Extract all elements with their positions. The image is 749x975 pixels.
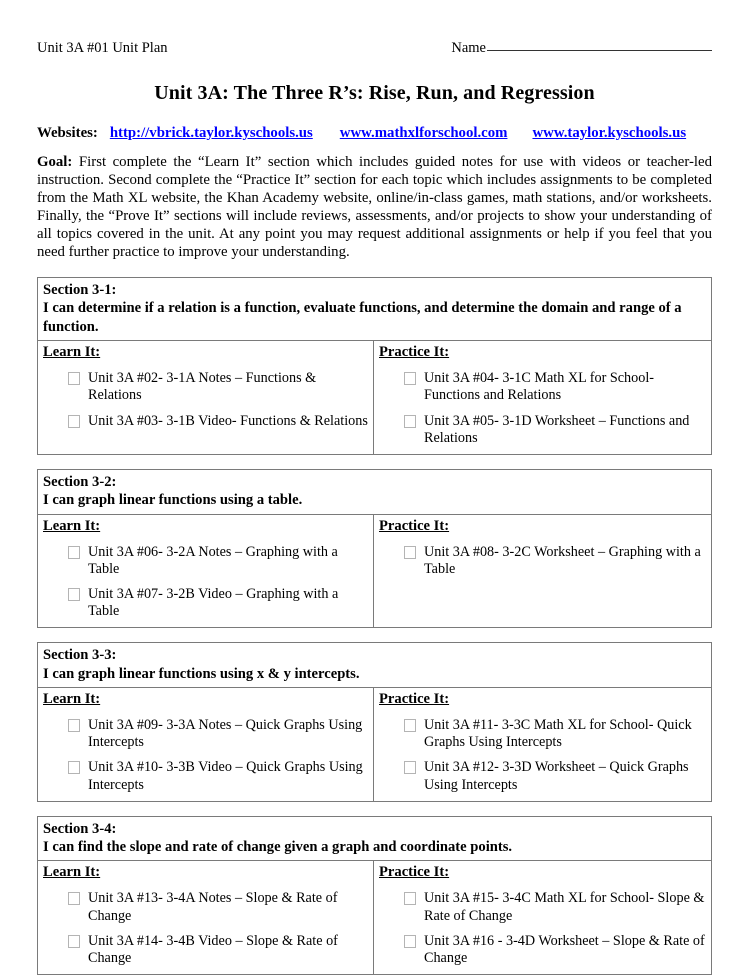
task-item: [379, 890, 707, 924]
section-objective: I can graph linear functions using x & y intercepts.: [43, 665, 360, 682]
learn-it-heading: Learn It:: [43, 344, 101, 361]
task-label: Unit 3A #14- 3-4B Video – Slope & Rate of Change: [88, 932, 338, 966]
task-label: Unit 3A #03- 3-1B Video- Functions & Relations: [88, 412, 368, 429]
learn-it-heading: Learn It:: [43, 864, 101, 881]
task-label: Unit 3A #02- 3-1A Notes – Functions & Relations: [88, 370, 317, 404]
task-item: [43, 413, 368, 430]
section-objective: I can determine if a relation is a function, evaluate functions, and determine the domain and range of a function.: [43, 300, 682, 335]
task-label: Unit 3A #08- 3-2C Worksheet – Graphing with a Table: [424, 543, 701, 577]
task-item: [379, 413, 707, 447]
learn-it-column: [38, 341, 374, 454]
section-header: [38, 278, 711, 341]
learn-it-column: [38, 515, 374, 628]
practice-it-column: [374, 515, 712, 628]
task-label: Unit 3A #16 - 3-4D Worksheet – Slope & Rate of Change: [424, 932, 705, 966]
task-label: Unit 3A #05- 3-1D Worksheet – Functions and Relations: [424, 412, 690, 446]
task-item: [43, 933, 368, 967]
section-objective: I can find the slope and rate of change given a graph and coordinate points.: [43, 839, 513, 856]
task-checkbox[interactable]: [404, 719, 416, 732]
websites-label: Websites:: [37, 125, 98, 141]
section-body: [38, 861, 711, 974]
task-checkbox[interactable]: [404, 415, 416, 428]
task-item: [43, 370, 368, 404]
task-label: Unit 3A #10- 3-3B Video – Quick Graphs Using Intercepts: [88, 759, 363, 793]
task-checkbox[interactable]: [68, 892, 80, 905]
task-item: [43, 544, 368, 578]
practice-it-column: [374, 341, 712, 454]
website-link-mathxl[interactable]: www.mathxlforschool.com: [339, 125, 508, 141]
name-field-label: Name: [451, 40, 486, 56]
section-body: [38, 341, 711, 454]
task-checkbox[interactable]: [404, 892, 416, 905]
section-header: [38, 643, 711, 688]
task-label: Unit 3A #15- 3-4C Math XL for School- Slope & Rate of Change: [424, 890, 705, 924]
task-item: [379, 933, 707, 967]
task-checkbox[interactable]: [404, 546, 416, 559]
task-label: Unit 3A #07- 3-2B Video – Graphing with a Table: [88, 585, 339, 620]
task-checkbox[interactable]: [68, 588, 80, 601]
section-header: [38, 470, 711, 515]
learn-it-heading: Learn It:: [43, 517, 101, 534]
section-block: [37, 277, 712, 455]
name-field-blank-line[interactable]: [487, 49, 712, 51]
task-checkbox[interactable]: [404, 761, 416, 774]
task-checkbox[interactable]: [404, 935, 416, 948]
section-objective: I can graph linear functions using a table.: [43, 492, 303, 509]
practice-it-heading: Practice It:: [379, 864, 450, 881]
task-label: Unit 3A #04- 3-1C Math XL for School- Functions and Relations: [424, 370, 654, 404]
sections-container: [37, 277, 712, 975]
task-item: [43, 890, 368, 924]
task-label: Unit 3A #11- 3-3C Math XL for School- Quick Graphs Using Intercepts: [424, 717, 692, 751]
task-label: Unit 3A #12- 3-3D Worksheet – Quick Graphs Using Intercepts: [424, 759, 689, 793]
task-checkbox[interactable]: [68, 372, 80, 385]
page-title: Unit 3A: The Three R’s: Rise, Run, and Regression: [154, 82, 595, 104]
task-item: [43, 759, 368, 793]
task-item: [379, 544, 707, 578]
section-body: [38, 515, 711, 628]
task-checkbox[interactable]: [68, 546, 80, 559]
websites-row: [37, 124, 712, 142]
practice-it-column: [374, 688, 712, 801]
practice-it-heading: Practice It:: [379, 691, 450, 708]
goal-text: First complete the “Learn It” section which includes guided notes for use with videos or teacher-led instruction. Second complete the “Practice It” section for each topic which includes assignments to be completed from the Math XL website, the Khan Academy website, online/in-class games, math stations, and/or worksheets. Finally, the “Prove It” sections will include reviews, assessments, and/or projects to show your understanding of all topics covered in the unit. At any point you may request additional assignments or help if you feel that you need further practice to improve your understanding.: [37, 154, 712, 261]
learn-it-heading: Learn It:: [43, 691, 101, 708]
website-link-taylor[interactable]: www.taylor.kyschools.us: [532, 125, 687, 141]
task-item: [379, 370, 707, 404]
task-item: [43, 717, 368, 751]
section-number: Section 3-3:: [43, 647, 117, 664]
task-checkbox[interactable]: [68, 719, 80, 732]
task-item: [43, 586, 368, 620]
task-label: Unit 3A #09- 3-3A Notes – Quick Graphs Using Intercepts: [88, 717, 363, 751]
task-item: [379, 759, 707, 793]
learn-it-column: [38, 861, 374, 974]
section-number: Section 3-1:: [43, 282, 117, 299]
task-checkbox[interactable]: [68, 761, 80, 774]
task-checkbox[interactable]: [404, 372, 416, 385]
practice-it-heading: Practice It:: [379, 517, 450, 534]
section-body: [38, 688, 711, 801]
practice-it-column: [374, 861, 712, 974]
section-number: Section 3-4:: [43, 820, 117, 837]
section-block: [37, 642, 712, 801]
name-field: [451, 40, 712, 57]
section-block: [37, 469, 712, 628]
section-block: [37, 816, 712, 975]
page-header: [37, 40, 712, 62]
section-number: Section 3-2:: [43, 473, 117, 490]
goal-paragraph: [37, 154, 712, 262]
task-item: [379, 717, 707, 751]
header-unit-label: Unit 3A #01 Unit Plan: [37, 40, 168, 56]
task-label: Unit 3A #13- 3-4A Notes – Slope & Rate of Change: [88, 890, 338, 924]
goal-label: Goal:: [37, 154, 73, 171]
task-checkbox[interactable]: [68, 415, 80, 428]
learn-it-column: [38, 688, 374, 801]
task-checkbox[interactable]: [68, 935, 80, 948]
website-link-vbrick[interactable]: http://vbrick.taylor.kyschools.us: [109, 125, 313, 141]
task-label: Unit 3A #06- 3-2A Notes – Graphing with a Table: [88, 543, 338, 577]
section-header: [38, 817, 711, 862]
practice-it-heading: Practice It:: [379, 344, 450, 361]
